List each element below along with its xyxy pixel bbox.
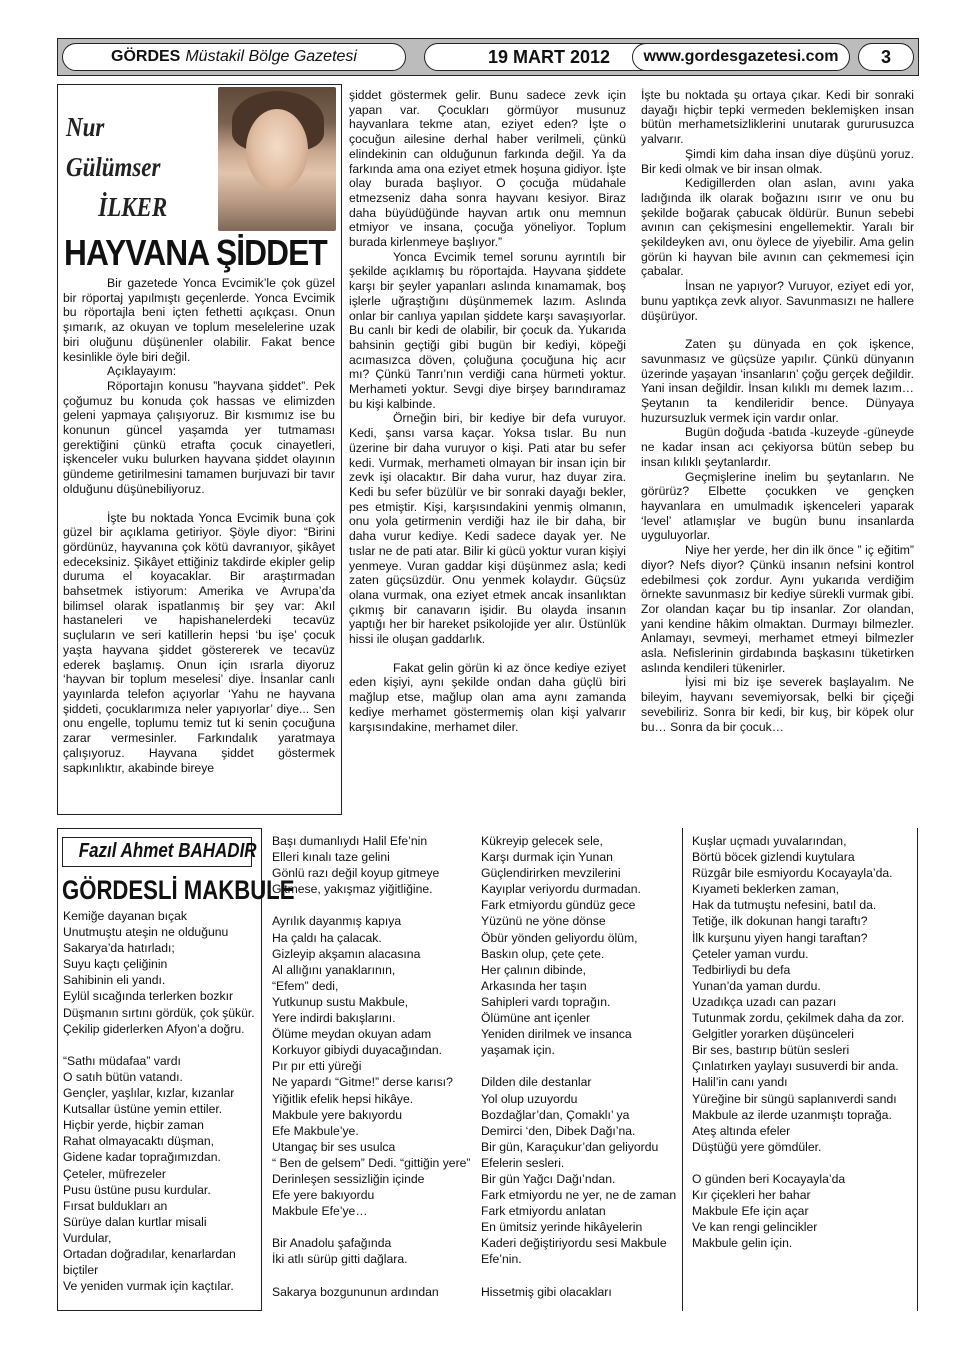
- poem-line: Börtü böcek gizlendi kuytulara: [692, 850, 855, 865]
- poem-line: Yüzünü ne yöne dönse: [481, 914, 606, 929]
- author-first-name: Nur Gülümser: [66, 112, 161, 182]
- website-link[interactable]: www.gordesgazetesi.com: [632, 43, 850, 71]
- author-photo: [218, 87, 336, 231]
- poem-line: Sürüye dalan kurtlar misali: [63, 1214, 207, 1229]
- paragraph: Fakat gelin görün ki az önce kediye eziyet eden kişiyi, aynı şekilde ondan daha güçlü biri mağlup etse, mağlup olan ama aynı zamanda kediye merhamet göstermemiş olan kişi yalvarır karşısındakine, merhamet diler.: [349, 660, 626, 734]
- poem-line: Fark etmiyordu ne yer, ne de zaman: [481, 1188, 677, 1203]
- article2-author-box: [62, 837, 257, 867]
- poem-line: Karşı durmak için Yunan: [481, 850, 613, 865]
- poem-line: Demirci ‘den, Dibek Dağı’na.: [481, 1123, 636, 1138]
- paragraph: Açıklayayım:: [107, 364, 177, 379]
- poem-line: Rüzgâr bile esmiyordu Kocayayla’da.: [692, 866, 893, 881]
- paragraph: İşte bu noktada Yonca Evcimik buna çok güzel bir açıklama getiriyor. Şöyle diyor: “Birini gördünüz, hayvanına çok kötü davranıyor, şikâyet edeceksiniz. Şikâyet ettiğiniz takdirde ekipler gelip duruma el koyacaklar. Bir araştırmadan bahsetmek istiyorum: Amerika ve Avrupa’da bilimsel olarak ispatlanmış bir şey var: Akıl hastaneleri ve hapishanelerdeki tecavüz suçluların ve seri katillerin hepsi ‘bu işe’ çocuk yaşta hayvana şiddet göstererek ve tecavüz ederek başlamış. Onun için ısrarla diyoruz ‘hayvan bir toplum meselesi’ diye. İnsanlar canlı yayınlarda telefon açıyorlar ‘Yahu ne hayvana şiddeti, çocuklarımıza neler yapıyorlar’ diye... Sen onu engelle, toplumu temiz tut ki senin çocuğuna zarar vermesinler. Farkındalık yaratmaya çalışıyoruz. Hayvana şiddet göstermek sapkınlıktır, akabinde bireye: [63, 510, 335, 775]
- poem-line: Arkasında her taşın: [481, 978, 587, 993]
- poem-column-4: [692, 833, 912, 1251]
- poem-line: Kır çiçekleri her bahar: [692, 1188, 811, 1203]
- poem-line: Her çalının dibinde,: [481, 962, 587, 977]
- poem-line: Çekilip giderlerken Afyon’a doğru.: [63, 1021, 245, 1036]
- poem-line: Tutunmak zordu, çekilmek daha da zor.: [692, 1011, 905, 1026]
- article1-author: [66, 107, 195, 227]
- poem-line: Tedbirliydi bu defa: [692, 962, 791, 977]
- poem-line: Baskın olup, çete çete.: [481, 946, 605, 961]
- poem-line: Makbule Efe’ye…: [272, 1204, 368, 1219]
- poem-line: Makbule az ilerde uzanmıştı toprağa.: [692, 1107, 892, 1122]
- poem-line: Bir ses, bastırıp bütün sesleri: [692, 1043, 850, 1058]
- poem-line: Kemiğe dayanan bıçak: [63, 909, 187, 923]
- stanza-break: [481, 1268, 683, 1284]
- poem-line: Yiğitlik efelik hepsi hikâye.: [272, 1091, 414, 1106]
- poem-line: Suyu kaçtı çeliğinin: [63, 957, 168, 972]
- poem-line: Ve kan rengi gelincikler: [692, 1220, 818, 1235]
- stanza-break: [63, 1037, 259, 1053]
- paragraph: Niye her yerde, her din ilk önce ” iç eğitim” diyor? Nefs diyor? Çünkü insanın nefsini kontrol edebilmesi çok zordur. Aynı yukarıda verdiğim örnekte savunmasız bir kediye sürekli vurmak gibi. Zor olandan kaçar bu tip insanlar. Zor olandan, yani kendine hâkim olmaktan. Durmayı bilmezler. Anlamayı, sevmeyi, merhamet etmeyi bilmezler asla. Nefislerinin girdabında başkasını tüketirken aslında kendileri tükenirler.: [641, 543, 914, 675]
- paragraph: Geçmişlerine inelim bu şeytanların. Ne görürüz? Elbette çocukken ve gençken hayvanlara en umulmadık işkenceleri yaparak ‘level’ atlamışlar ve bugün bunu insanlarda uyguluyorlar.: [641, 469, 914, 543]
- poem-line: Güçlendirirken mevzilerini: [481, 866, 621, 881]
- poem-line: O günden beri Kocayayla’da: [692, 1171, 846, 1186]
- poem-line: Korkuyor gibiydi duyacağından.: [272, 1043, 443, 1058]
- poem-line: O satıh bütün vatandı.: [63, 1069, 183, 1084]
- poem-line: Al allığını yanaklarının,: [272, 962, 396, 977]
- stanza-break: [272, 897, 472, 913]
- poem-line: Elleri kınalı taze gelini: [272, 850, 390, 865]
- poem-column-3: [481, 833, 683, 1300]
- poem-line: Yol olup uzuyordu: [481, 1091, 578, 1106]
- poem-line: Kuşlar uçmadı yuvalarından,: [692, 834, 847, 848]
- paragraph: Örneğin biri, bir kediye bir defa vuruyor. Kedi, şansı varsa kaçar. Yoksa tıslar. Bu nun üzerine bir daha vuruyor o kişi. Pati atar bu sefer kedi. Vurmak, merhameti olmayan bir insan için bir zevk işi olacaktır. Bir daha vurur, haz duyar zira. Kedi bu sefer büzülür ve bir sonraki dayağı bekler, pes etmiştir. Kişi, karşısındakini yenmiş olmanın, onu yola getirmenin verdiği haz ile bir daha, bir daha vurur kediye. Kedi sadece dayak yer. Ne tıslar ne de pati atar. Bilir ki gücü yoktur vuran kişiyi yenmeye. Vuran gaddar kişi düşünmez asla; kedi zaten güçsüzdür. Onu yenmek kolaydır. Güçsüz olana vurmak, ona eziyet etmek ancak insanlıktan çıkmış bir canavarın işidir. Bu olayda insanın yaptığı her bir hareket psikolojide yer alır. Üstünlük hissi ile oluşan gaddarlık.: [349, 411, 626, 647]
- poem-line: Hissetmiş gibi olacakları: [481, 1284, 612, 1299]
- article2-headline: GÖRDESLİ MAKBULE: [62, 875, 295, 905]
- poem-line: Fırsat buldukları an: [63, 1198, 168, 1213]
- paper-name-badge: [62, 43, 406, 71]
- poem-line: Düşmanın sırtını gördük, çok şükür.: [63, 1005, 255, 1020]
- article1-column-3: [641, 88, 914, 816]
- poem-line: Gençler, yaşlılar, kızlar, kızanlar: [63, 1086, 235, 1101]
- poem-line: Utangaç bir ses usulca: [272, 1139, 396, 1154]
- poem-line: İlk kurşunu yiyen hangi taraftan?: [692, 930, 868, 945]
- poem-line: Pusu üstüne pusu kurdular.: [63, 1182, 211, 1197]
- poem-line: “Sathı müdafaa” vardı: [63, 1053, 181, 1068]
- header-bar: [57, 38, 919, 76]
- poem-line: Fark etmiyordu gündüz gece: [481, 898, 636, 913]
- paragraph: İyisi mi biz işe severek başlayalım. Ne bileyim, hayvanı sevemiyorsak, belki bir çiçeği sevebiliriz. Sonra bir kedi, bir kuş, bir köpek olur bu… Sonra da bir çocuk…: [641, 675, 914, 734]
- stanza-break: [272, 1268, 472, 1284]
- poem-line: Ve yeniden vurmak için kaçtılar.: [63, 1279, 234, 1294]
- poem-line: Çeteler yaman vurdu.: [692, 946, 809, 961]
- poem-line: Eylül sıcağında terlerken bozkır: [63, 989, 234, 1004]
- poem-line: En ümitsiz yerinde hikâyelerin: [481, 1220, 643, 1235]
- poem-line: Başı dumanlıydı Halil Efe’nin: [272, 834, 428, 848]
- poem-line: Halil’in canı yandı: [692, 1075, 788, 1090]
- paragraph: Bugün doğuda -batıda -kuzeyde -güneyde ne kadar insan acı çekiyorsa bütün sebep bu insan kılıklı şeytanlardır.: [641, 425, 914, 469]
- paragraph: Şimdi kim daha insan diye düşünü yoruz. Bir kedi olmak ve bir insan olmak.: [641, 146, 914, 176]
- article1-column-1: [63, 276, 335, 811]
- poem-line: Makbule yere bakıyordu: [272, 1107, 403, 1122]
- poem-line: Bir gün Yağcı Dağı’ndan.: [481, 1171, 616, 1186]
- poem-line: İki atlı sürüp gitti dağlara.: [272, 1252, 408, 1267]
- poem-line: Ölümüne ant içenler: [481, 1011, 591, 1026]
- poem-line: Ha çaldı ha çalacak.: [272, 930, 382, 945]
- poem-line: Ne yapardı “Gitme!” derse karısı?: [272, 1075, 453, 1090]
- poem-line: Gitmese, yakışmaz yiğitliğine.: [272, 882, 433, 897]
- paragraph: Kedigillerden olan aslan, avını yaka ladığında ilk olarak boğazını ısırır ve onu bu şekilde boğarak çabucak öldürür. Bunun sebebi avının can çekişmesini engellemektir. Yaralı bir şekildeyken avı, onu öylece de yiyebilir. Ama gelin görün ki hayvan bile avının can çekmemesi için çabalar.: [641, 176, 914, 279]
- stanza-break: [692, 1155, 912, 1171]
- paragraph: İşte bu noktada şu ortaya çıkar. Kedi bir sonraki dayağı hiçbir tepki vermeden beklemişken insan bütün merhametsizliklerini unutarak gururusuzca yalvarır.: [641, 88, 914, 147]
- paragraph: İnsan ne yapıyor? Vuruyor, eziyet edi yor, bunu yaptıkça zevk alıyor. Savunmasızı ne hallere düşürüyor.: [641, 279, 914, 323]
- poem-line: Dilden dile destanlar: [481, 1075, 592, 1090]
- poem-line: Ateş altında efeler: [692, 1123, 791, 1138]
- poem-line: Kutsallar üstüne yemin ettiler.: [63, 1102, 223, 1117]
- poem-line: Vurdular,: [63, 1230, 112, 1245]
- poem-column-2: [272, 833, 472, 1300]
- paragraph: Bir gazetede Yonca Evcimik’le çok güzel bir röportaj yapılmıştı geçenlerde. Yonca Evcimik bu röportajla beni içten fethetti açıkçası. Onun şımarık, az okuyan ve toplum meselelerine uzak biri oluğunu düşünenler olabilir. Fakat bence kesinlikle öyle biri değil.: [63, 276, 335, 364]
- stanza-break: [272, 1219, 472, 1235]
- page-number: 3: [858, 43, 914, 71]
- poem-line: Rahat olmayacaktı düşman,: [63, 1134, 215, 1149]
- poem-line: Ayrılık dayanmış kapıya: [272, 914, 402, 929]
- poem-line: Ortadan doğradılar, kenarlardan biçtiler: [63, 1246, 236, 1278]
- poem-line: Pır pır etti yüreği: [272, 1059, 362, 1074]
- poem-line: Gizleyip akşamın alacasına: [272, 946, 421, 961]
- poem-line: Çeteler, müfrezeler: [63, 1166, 166, 1181]
- poem-line: Hak da tutmuştu nefesini, batıl da.: [692, 898, 877, 913]
- poem-column-1: [63, 908, 259, 1294]
- poem-line: Kıyameti beklerken zaman,: [692, 882, 839, 897]
- poem-line: Yüreğine bir süngü saplanıverdi sandı: [692, 1091, 897, 1106]
- poem-line: Yunan’da yaman durdu.: [692, 978, 821, 993]
- poem-line: Fark etmiyordu anlatan: [481, 1204, 606, 1219]
- author-last-name: İLKER: [98, 192, 168, 222]
- paragraph: şiddet göstermek gelir. Bunu sadece zevk için yapan var. Çocukları görmüyor musunuz hayvanlara tekme atan, eziyet eden? İşte o çocuğun ailesine derhal haber verilmeli, çünkü elindekinin can olduğunun farkında değil. Ya da farkında ama ona eziyet etmek hoşuna gidiyor. İşte olay burada başlıyor. O çocuğa müdahale etmezseniz daha sonra hayvanı kesiyor. Biraz daha büyüdüğünde hayvan artık onu memnun etmiyor ve insana, çocuğa yöneliyor. Toplum burada kirlenmeye başlıyor.”: [349, 88, 626, 250]
- issue-date: 19 MART 2012: [424, 43, 674, 71]
- poem-line: Tetiğe, ilk dokunan hangi taraftı?: [692, 914, 868, 929]
- paper-subtitle: Müstakil Bölge Gazetesi: [185, 48, 357, 65]
- photo-face-shape: [246, 109, 308, 191]
- poem-line: Kükreyip gelecek sele,: [481, 834, 603, 848]
- poem-line: Unutmuştu ateşin ne olduğunu: [63, 925, 229, 940]
- poem-line: Bir gün, Karaçukur’dan geliyordu Efelerin sesleri.: [481, 1139, 659, 1170]
- paragraph: Röportajın konusu ”hayvana şiddet”. Pek çoğumuz bu konuda çok hassas ve elimizden geleni yapmaya çalışıyoruz. Bir kısmımız ise bu konunun güncel yaşamda yer tutmaması gerektiğini çünkü etrafta çocuk cinayetleri, işkenceler vuku bulurken hayvana şiddet olayının gündeme getirilmesini tamamen burjuvazi bir tavır olduğunu düşünebiliyoruz.: [63, 378, 335, 496]
- stanza-break: [481, 1058, 683, 1074]
- article2-author: Fazıl Ahmet BAHADIR: [78, 840, 257, 862]
- paper-name: GÖRDES: [111, 48, 181, 65]
- poem-line: Bozdağlar’dan, Çomaklı’ ya: [481, 1107, 630, 1122]
- poem-line: Düştüğü yere gömdüler.: [692, 1139, 822, 1154]
- poem-line: Yere indirdi bakışlarını.: [272, 1011, 396, 1026]
- poem-line: Uzadıkça uzadı can pazarı: [692, 994, 837, 1009]
- poem-line: Çınlatırken yaylayı susuverdi bir anda.: [692, 1059, 899, 1074]
- poem-line: Gidene kadar toprağımızdan.: [63, 1150, 221, 1165]
- poem-line: Makbule Efe için açar: [692, 1204, 809, 1219]
- paragraph: Zaten şu dünyada en çok işkence, savunmasız ve güçsüze yapılır. Çünkü dünyanın üzerinde yaşayan ‘insanların’ çoğu gerçek değildir. Yani insan değildir. İnsan kılıklı mı demek lazım… Şeytanın ta kendileridir bence. Dünyaya huzursuzluk vermek için vardır onlar.: [641, 337, 914, 425]
- poem-line: “Efem” dedi,: [272, 978, 339, 993]
- article1-headline: HAYVANA ŞİDDET: [64, 232, 327, 273]
- poem-line: Efe yere bakıyordu: [272, 1188, 375, 1203]
- article1-column-2: [349, 88, 626, 816]
- poem-line: Hiçbir yerde, hiçbir zaman: [63, 1118, 204, 1133]
- poem-line: Kayıplar veriyordu durmadan.: [481, 882, 641, 897]
- poem-line: Derinleşen sessizliğin içinde: [272, 1171, 425, 1186]
- poem-line: Gelgitler yorarken düşünceleri: [692, 1027, 854, 1042]
- poem-line: Sahipleri vardı toprağın.: [481, 994, 611, 1009]
- paragraph: Yonca Evcimik temel sorunu ayrıntılı bir şekilde açıklamış bu röportajda. Hayvana şiddete karşı bir şeyler yapanları aslında kınamamak, boş işlerle uğraştığını düşünmemek lazım. Aslında onlar bir canlıya yapılan şiddete karşı savaşıyorlar. Bu canlı bir kedi de olabilir, bir çocuk da. Yukarıda bahsinin geçtiği gibi bugün bir kediyi, köpeği acımasızca döven, çoluğuna çocuğuna hiç acır mı? Çünkü Tanrı’nın verdiği cana hürmeti yoktur. Merhameti yoktur. Sevgi diye birşey barındıramaz bu kişi kalbinde.: [349, 249, 626, 411]
- poem-line: Öbür yönden geliyordu ölüm,: [481, 930, 638, 945]
- poem-line: Sahibinin eli yandı.: [63, 973, 166, 988]
- column-divider: [917, 828, 918, 1311]
- poem-line: Efe Makbule’ye.: [272, 1123, 359, 1138]
- poem-line: Yeniden dirilmek ve insanca yaşamak için.: [481, 1027, 632, 1058]
- poem-line: Sakarya bozgununun ardından: [272, 1284, 439, 1299]
- poem-line: “ Ben de gelsem” Dedi. “gittiğin yere”: [272, 1155, 471, 1170]
- poem-line: Kaderi değiştiriyordu sesi Makbule Efe’nin.: [481, 1236, 667, 1267]
- poem-line: Yutkunup sustu Makbule,: [272, 994, 409, 1009]
- poem-line: Ölüme meydan okuyan adam: [272, 1027, 432, 1042]
- poem-line: Makbule gelin için.: [692, 1236, 793, 1251]
- poem-line: Gönlü razı değil koyup gitmeye: [272, 866, 440, 881]
- poem-line: Sakarya’da hatırladı;: [63, 941, 175, 956]
- poem-line: Bir Anadolu şafağında: [272, 1236, 392, 1251]
